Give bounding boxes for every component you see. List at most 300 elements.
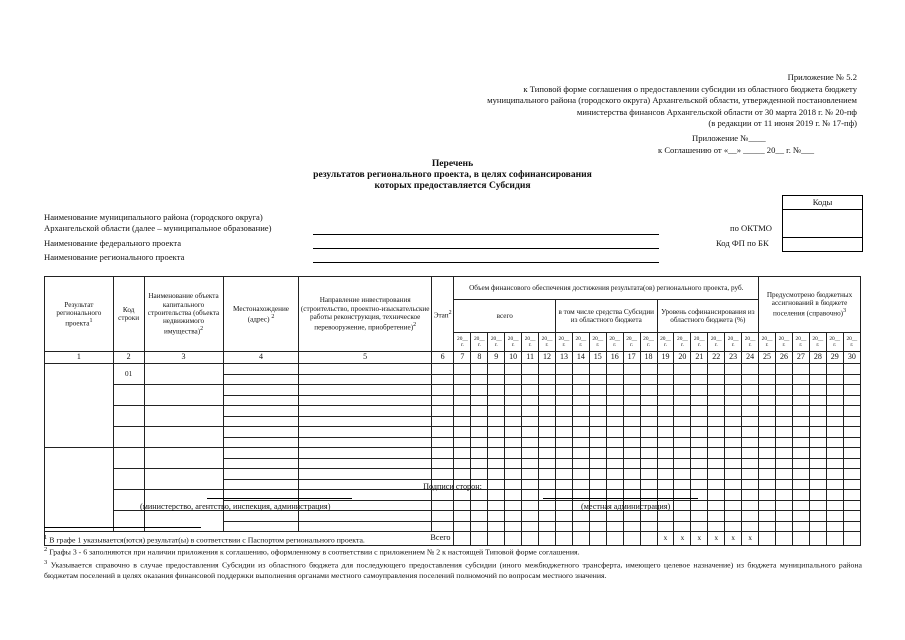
table-cell[interactable] bbox=[606, 521, 623, 532]
table-cell[interactable] bbox=[742, 364, 759, 375]
row-code-cell[interactable]: 01 bbox=[113, 364, 144, 385]
table-cell[interactable] bbox=[759, 395, 776, 406]
table-cell[interactable] bbox=[708, 448, 725, 459]
table-cell[interactable] bbox=[826, 427, 843, 438]
table-cell[interactable] bbox=[539, 448, 556, 459]
table-cell[interactable] bbox=[843, 490, 860, 501]
table-cell[interactable] bbox=[431, 385, 454, 396]
table-cell[interactable] bbox=[454, 458, 471, 469]
table-cell[interactable] bbox=[759, 448, 776, 459]
table-cell[interactable] bbox=[759, 406, 776, 417]
object-name-cell[interactable] bbox=[144, 427, 223, 448]
row-code-cell[interactable] bbox=[113, 427, 144, 448]
table-cell[interactable] bbox=[674, 511, 691, 522]
table-cell[interactable] bbox=[776, 469, 793, 480]
table-cell[interactable] bbox=[539, 511, 556, 522]
table-cell[interactable] bbox=[623, 511, 640, 522]
regional-project-input-line[interactable] bbox=[313, 262, 659, 263]
table-cell[interactable] bbox=[826, 364, 843, 375]
table-cell[interactable] bbox=[826, 511, 843, 522]
table-cell[interactable] bbox=[572, 458, 589, 469]
object-name-cell[interactable] bbox=[144, 385, 223, 406]
signature-line-right[interactable] bbox=[543, 498, 698, 499]
table-cell[interactable] bbox=[776, 500, 793, 511]
table-cell[interactable] bbox=[657, 469, 674, 480]
table-cell[interactable] bbox=[539, 521, 556, 532]
table-cell[interactable] bbox=[725, 511, 742, 522]
table-cell[interactable] bbox=[505, 469, 522, 480]
table-cell[interactable] bbox=[589, 406, 606, 417]
table-cell[interactable] bbox=[223, 416, 299, 427]
table-cell[interactable] bbox=[843, 511, 860, 522]
table-cell[interactable] bbox=[826, 448, 843, 459]
table-cell[interactable] bbox=[776, 416, 793, 427]
table-cell[interactable] bbox=[742, 511, 759, 522]
table-cell[interactable] bbox=[431, 490, 454, 501]
table-cell[interactable] bbox=[572, 448, 589, 459]
table-cell[interactable] bbox=[826, 469, 843, 480]
table-cell[interactable] bbox=[759, 490, 776, 501]
table-cell[interactable] bbox=[725, 374, 742, 385]
table-cell[interactable] bbox=[742, 416, 759, 427]
table-cell[interactable] bbox=[223, 511, 299, 522]
table-cell[interactable] bbox=[759, 469, 776, 480]
table-cell[interactable] bbox=[742, 385, 759, 396]
table-cell[interactable] bbox=[299, 385, 431, 396]
table-cell[interactable] bbox=[776, 395, 793, 406]
table-cell[interactable] bbox=[826, 374, 843, 385]
table-cell[interactable] bbox=[555, 511, 572, 522]
table-cell[interactable] bbox=[640, 427, 657, 438]
table-cell[interactable] bbox=[522, 437, 539, 448]
table-cell[interactable] bbox=[809, 364, 826, 375]
table-cell[interactable] bbox=[471, 458, 488, 469]
table-cell[interactable] bbox=[454, 364, 471, 375]
table-cell[interactable] bbox=[623, 395, 640, 406]
table-cell[interactable] bbox=[776, 458, 793, 469]
table-cell[interactable] bbox=[640, 374, 657, 385]
table-cell[interactable] bbox=[572, 374, 589, 385]
table-cell[interactable] bbox=[657, 437, 674, 448]
table-cell[interactable] bbox=[454, 395, 471, 406]
table-cell[interactable] bbox=[223, 427, 299, 438]
table-cell[interactable] bbox=[505, 437, 522, 448]
table-cell[interactable] bbox=[488, 427, 505, 438]
table-cell[interactable] bbox=[691, 406, 708, 417]
table-cell[interactable] bbox=[606, 364, 623, 375]
table-cell[interactable] bbox=[572, 469, 589, 480]
table-cell[interactable] bbox=[708, 427, 725, 438]
table-cell[interactable] bbox=[431, 469, 454, 480]
table-cell[interactable] bbox=[505, 490, 522, 501]
table-cell[interactable] bbox=[454, 521, 471, 532]
table-cell[interactable] bbox=[809, 437, 826, 448]
table-cell[interactable] bbox=[843, 469, 860, 480]
table-cell[interactable] bbox=[776, 437, 793, 448]
table-cell[interactable] bbox=[623, 427, 640, 438]
table-cell[interactable] bbox=[725, 448, 742, 459]
table-cell[interactable] bbox=[555, 374, 572, 385]
table-cell[interactable] bbox=[708, 395, 725, 406]
table-cell[interactable] bbox=[674, 448, 691, 459]
table-cell[interactable] bbox=[572, 395, 589, 406]
table-cell[interactable] bbox=[488, 406, 505, 417]
table-cell[interactable] bbox=[640, 416, 657, 427]
table-cell[interactable] bbox=[488, 448, 505, 459]
table-cell[interactable] bbox=[454, 437, 471, 448]
table-cell[interactable] bbox=[555, 469, 572, 480]
table-cell[interactable] bbox=[725, 364, 742, 375]
table-cell[interactable] bbox=[488, 395, 505, 406]
table-cell[interactable] bbox=[223, 385, 299, 396]
table-cell[interactable] bbox=[454, 448, 471, 459]
table-cell[interactable] bbox=[708, 490, 725, 501]
table-cell[interactable] bbox=[539, 364, 556, 375]
table-cell[interactable] bbox=[674, 427, 691, 438]
table-cell[interactable] bbox=[759, 500, 776, 511]
table-cell[interactable] bbox=[488, 385, 505, 396]
table-cell[interactable] bbox=[657, 364, 674, 375]
table-cell[interactable] bbox=[640, 437, 657, 448]
object-name-cell[interactable] bbox=[144, 448, 223, 469]
table-cell[interactable] bbox=[691, 469, 708, 480]
table-cell[interactable] bbox=[505, 511, 522, 522]
table-cell[interactable] bbox=[589, 437, 606, 448]
table-cell[interactable] bbox=[640, 511, 657, 522]
table-cell[interactable] bbox=[431, 437, 454, 448]
table-cell[interactable] bbox=[792, 521, 809, 532]
table-cell[interactable] bbox=[725, 490, 742, 501]
table-cell[interactable] bbox=[759, 364, 776, 375]
table-cell[interactable] bbox=[640, 521, 657, 532]
table-cell[interactable] bbox=[826, 416, 843, 427]
table-cell[interactable] bbox=[792, 395, 809, 406]
table-cell[interactable] bbox=[708, 437, 725, 448]
table-cell[interactable] bbox=[555, 364, 572, 375]
table-cell[interactable] bbox=[572, 406, 589, 417]
result-cell[interactable] bbox=[45, 364, 114, 448]
table-cell[interactable] bbox=[826, 406, 843, 417]
table-cell[interactable] bbox=[555, 500, 572, 511]
table-cell[interactable] bbox=[572, 437, 589, 448]
table-cell[interactable] bbox=[691, 511, 708, 522]
table-cell[interactable] bbox=[725, 437, 742, 448]
table-cell[interactable] bbox=[691, 448, 708, 459]
table-cell[interactable] bbox=[792, 500, 809, 511]
table-cell[interactable] bbox=[471, 364, 488, 375]
table-cell[interactable] bbox=[708, 374, 725, 385]
table-cell[interactable] bbox=[454, 374, 471, 385]
table-cell[interactable] bbox=[809, 427, 826, 438]
table-cell[interactable] bbox=[843, 437, 860, 448]
table-cell[interactable] bbox=[674, 458, 691, 469]
table-cell[interactable] bbox=[843, 521, 860, 532]
table-cell[interactable] bbox=[623, 364, 640, 375]
table-cell[interactable] bbox=[826, 437, 843, 448]
table-cell[interactable] bbox=[826, 521, 843, 532]
table-cell[interactable] bbox=[539, 427, 556, 438]
table-cell[interactable] bbox=[431, 416, 454, 427]
table-cell[interactable] bbox=[505, 374, 522, 385]
table-cell[interactable] bbox=[640, 364, 657, 375]
table-cell[interactable] bbox=[454, 385, 471, 396]
table-cell[interactable] bbox=[809, 490, 826, 501]
table-cell[interactable] bbox=[555, 458, 572, 469]
table-cell[interactable] bbox=[674, 364, 691, 375]
table-cell[interactable] bbox=[431, 406, 454, 417]
table-cell[interactable] bbox=[809, 395, 826, 406]
table-cell[interactable] bbox=[809, 406, 826, 417]
table-cell[interactable] bbox=[555, 448, 572, 459]
table-cell[interactable] bbox=[776, 406, 793, 417]
table-cell[interactable] bbox=[843, 448, 860, 459]
table-cell[interactable] bbox=[742, 406, 759, 417]
table-cell[interactable] bbox=[539, 406, 556, 417]
table-cell[interactable] bbox=[454, 427, 471, 438]
table-cell[interactable] bbox=[471, 416, 488, 427]
table-cell[interactable] bbox=[742, 469, 759, 480]
table-cell[interactable] bbox=[809, 500, 826, 511]
table-cell[interactable] bbox=[691, 458, 708, 469]
table-cell[interactable] bbox=[299, 521, 431, 532]
table-cell[interactable] bbox=[776, 521, 793, 532]
table-cell[interactable] bbox=[454, 406, 471, 417]
table-cell[interactable] bbox=[826, 500, 843, 511]
table-cell[interactable] bbox=[589, 427, 606, 438]
table-cell[interactable] bbox=[691, 416, 708, 427]
table-cell[interactable] bbox=[299, 511, 431, 522]
table-cell[interactable] bbox=[792, 364, 809, 375]
table-cell[interactable] bbox=[708, 511, 725, 522]
table-cell[interactable] bbox=[488, 490, 505, 501]
table-cell[interactable] bbox=[589, 374, 606, 385]
table-cell[interactable] bbox=[606, 385, 623, 396]
table-cell[interactable] bbox=[223, 458, 299, 469]
table-cell[interactable] bbox=[792, 416, 809, 427]
table-cell[interactable] bbox=[725, 458, 742, 469]
table-cell[interactable] bbox=[589, 511, 606, 522]
table-cell[interactable] bbox=[640, 395, 657, 406]
table-cell[interactable] bbox=[539, 416, 556, 427]
table-cell[interactable] bbox=[809, 469, 826, 480]
table-cell[interactable] bbox=[826, 458, 843, 469]
table-cell[interactable] bbox=[471, 521, 488, 532]
table-cell[interactable] bbox=[589, 469, 606, 480]
table-cell[interactable] bbox=[522, 458, 539, 469]
table-cell[interactable] bbox=[843, 416, 860, 427]
table-cell[interactable] bbox=[792, 469, 809, 480]
table-cell[interactable] bbox=[539, 385, 556, 396]
table-cell[interactable] bbox=[674, 521, 691, 532]
table-cell[interactable] bbox=[623, 448, 640, 459]
table-cell[interactable] bbox=[657, 448, 674, 459]
table-cell[interactable] bbox=[691, 521, 708, 532]
table-cell[interactable] bbox=[471, 500, 488, 511]
table-cell[interactable] bbox=[555, 437, 572, 448]
table-cell[interactable] bbox=[572, 511, 589, 522]
federal-project-input-line[interactable] bbox=[313, 248, 659, 249]
table-cell[interactable] bbox=[522, 427, 539, 438]
table-cell[interactable] bbox=[505, 427, 522, 438]
table-cell[interactable] bbox=[454, 490, 471, 501]
table-cell[interactable] bbox=[674, 416, 691, 427]
table-cell[interactable] bbox=[522, 374, 539, 385]
table-cell[interactable] bbox=[471, 490, 488, 501]
table-cell[interactable] bbox=[759, 458, 776, 469]
table-cell[interactable] bbox=[776, 364, 793, 375]
table-cell[interactable] bbox=[431, 458, 454, 469]
signature-line-left[interactable] bbox=[207, 498, 352, 499]
table-cell[interactable] bbox=[589, 458, 606, 469]
table-cell[interactable] bbox=[725, 469, 742, 480]
row-code-cell[interactable] bbox=[113, 448, 144, 469]
table-cell[interactable] bbox=[471, 374, 488, 385]
table-cell[interactable] bbox=[555, 385, 572, 396]
table-cell[interactable] bbox=[431, 500, 454, 511]
table-cell[interactable] bbox=[522, 406, 539, 417]
table-cell[interactable] bbox=[606, 406, 623, 417]
row-code-cell[interactable] bbox=[113, 385, 144, 406]
table-cell[interactable] bbox=[606, 458, 623, 469]
table-cell[interactable] bbox=[488, 364, 505, 375]
table-cell[interactable] bbox=[522, 490, 539, 501]
table-cell[interactable] bbox=[606, 511, 623, 522]
table-cell[interactable] bbox=[572, 364, 589, 375]
table-cell[interactable] bbox=[708, 364, 725, 375]
table-cell[interactable] bbox=[776, 448, 793, 459]
table-cell[interactable] bbox=[589, 521, 606, 532]
table-cell[interactable] bbox=[471, 437, 488, 448]
table-cell[interactable] bbox=[674, 500, 691, 511]
table-cell[interactable] bbox=[555, 416, 572, 427]
table-cell[interactable] bbox=[299, 406, 431, 417]
table-cell[interactable] bbox=[725, 521, 742, 532]
table-cell[interactable] bbox=[809, 521, 826, 532]
table-cell[interactable] bbox=[792, 437, 809, 448]
table-cell[interactable] bbox=[522, 469, 539, 480]
table-cell[interactable] bbox=[471, 395, 488, 406]
table-cell[interactable] bbox=[843, 500, 860, 511]
table-cell[interactable] bbox=[776, 490, 793, 501]
table-cell[interactable] bbox=[471, 427, 488, 438]
table-cell[interactable] bbox=[606, 448, 623, 459]
table-cell[interactable] bbox=[759, 374, 776, 385]
table-cell[interactable] bbox=[691, 500, 708, 511]
table-cell[interactable] bbox=[299, 469, 431, 480]
table-cell[interactable] bbox=[623, 385, 640, 396]
table-cell[interactable] bbox=[539, 437, 556, 448]
table-cell[interactable] bbox=[488, 374, 505, 385]
table-cell[interactable] bbox=[572, 427, 589, 438]
table-cell[interactable] bbox=[708, 521, 725, 532]
table-cell[interactable] bbox=[223, 406, 299, 417]
table-cell[interactable] bbox=[299, 395, 431, 406]
table-cell[interactable] bbox=[299, 427, 431, 438]
table-cell[interactable] bbox=[522, 364, 539, 375]
table-cell[interactable] bbox=[606, 427, 623, 438]
object-name-cell[interactable] bbox=[144, 364, 223, 385]
table-cell[interactable] bbox=[522, 448, 539, 459]
table-cell[interactable] bbox=[657, 416, 674, 427]
table-cell[interactable] bbox=[742, 374, 759, 385]
table-cell[interactable] bbox=[488, 521, 505, 532]
table-cell[interactable] bbox=[223, 469, 299, 480]
table-cell[interactable] bbox=[843, 458, 860, 469]
table-cell[interactable] bbox=[792, 511, 809, 522]
table-cell[interactable] bbox=[640, 406, 657, 417]
table-cell[interactable] bbox=[708, 406, 725, 417]
table-cell[interactable] bbox=[488, 511, 505, 522]
table-cell[interactable] bbox=[223, 364, 299, 375]
table-cell[interactable] bbox=[555, 521, 572, 532]
table-cell[interactable] bbox=[809, 448, 826, 459]
table-cell[interactable] bbox=[539, 458, 556, 469]
table-cell[interactable] bbox=[657, 427, 674, 438]
table-cell[interactable] bbox=[505, 500, 522, 511]
table-cell[interactable] bbox=[742, 521, 759, 532]
oktmo-code-cell[interactable] bbox=[783, 210, 862, 238]
table-cell[interactable] bbox=[589, 448, 606, 459]
table-cell[interactable] bbox=[691, 374, 708, 385]
table-cell[interactable] bbox=[657, 385, 674, 396]
table-cell[interactable] bbox=[708, 416, 725, 427]
table-cell[interactable] bbox=[471, 406, 488, 417]
table-cell[interactable] bbox=[505, 395, 522, 406]
table-cell[interactable] bbox=[843, 427, 860, 438]
table-cell[interactable] bbox=[826, 395, 843, 406]
table-cell[interactable] bbox=[725, 395, 742, 406]
table-cell[interactable] bbox=[708, 469, 725, 480]
table-cell[interactable] bbox=[691, 385, 708, 396]
table-cell[interactable] bbox=[742, 395, 759, 406]
table-cell[interactable] bbox=[299, 416, 431, 427]
table-cell[interactable] bbox=[759, 416, 776, 427]
table-cell[interactable] bbox=[843, 395, 860, 406]
table-cell[interactable] bbox=[691, 427, 708, 438]
table-cell[interactable] bbox=[471, 469, 488, 480]
table-cell[interactable] bbox=[674, 469, 691, 480]
table-cell[interactable] bbox=[539, 500, 556, 511]
table-cell[interactable] bbox=[555, 395, 572, 406]
table-cell[interactable] bbox=[657, 406, 674, 417]
table-cell[interactable] bbox=[505, 385, 522, 396]
table-cell[interactable] bbox=[809, 416, 826, 427]
table-cell[interactable] bbox=[776, 427, 793, 438]
table-cell[interactable] bbox=[674, 374, 691, 385]
table-cell[interactable] bbox=[640, 469, 657, 480]
table-cell[interactable] bbox=[589, 385, 606, 396]
table-cell[interactable] bbox=[759, 511, 776, 522]
table-cell[interactable] bbox=[454, 500, 471, 511]
table-cell[interactable] bbox=[843, 385, 860, 396]
table-cell[interactable] bbox=[674, 385, 691, 396]
table-cell[interactable] bbox=[742, 500, 759, 511]
table-cell[interactable] bbox=[431, 364, 454, 375]
table-cell[interactable] bbox=[623, 374, 640, 385]
row-code-cell[interactable] bbox=[113, 406, 144, 427]
table-cell[interactable] bbox=[657, 511, 674, 522]
table-cell[interactable] bbox=[505, 448, 522, 459]
table-cell[interactable] bbox=[454, 511, 471, 522]
table-cell[interactable] bbox=[809, 385, 826, 396]
table-cell[interactable] bbox=[843, 374, 860, 385]
table-cell[interactable] bbox=[640, 458, 657, 469]
table-cell[interactable] bbox=[809, 374, 826, 385]
table-cell[interactable] bbox=[299, 374, 431, 385]
table-cell[interactable] bbox=[691, 395, 708, 406]
table-cell[interactable] bbox=[623, 458, 640, 469]
table-cell[interactable] bbox=[589, 416, 606, 427]
